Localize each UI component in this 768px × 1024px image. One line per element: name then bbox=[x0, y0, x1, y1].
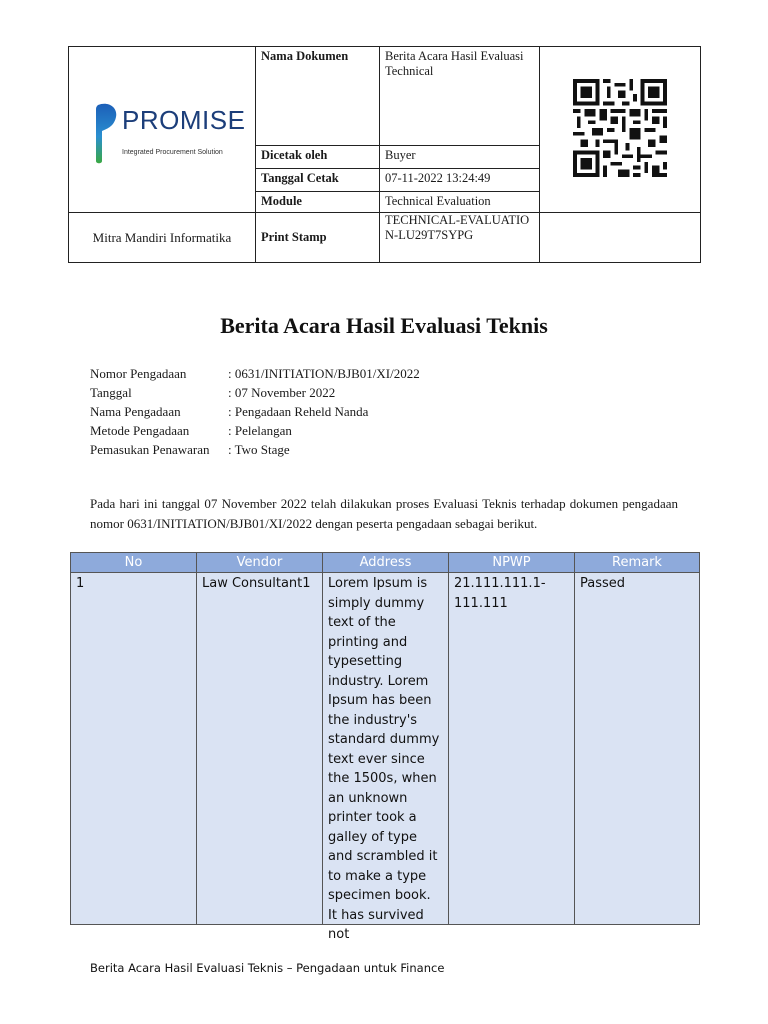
value-module: Technical Evaluation bbox=[380, 192, 540, 213]
meta-row-nomor bbox=[90, 364, 420, 383]
company-name: Mitra Mandiri Informatika bbox=[69, 213, 256, 263]
document-header-table bbox=[68, 46, 701, 263]
intro-paragraph: Pada hari ini tanggal 07 November 2022 telah dilakukan proses Evaluasi Teknis terhadap dokumen pengadaan nomor 0631/INITIATION/BJB01/XI/2022 dengan peserta pengadaan sebagai berikut. bbox=[90, 496, 678, 531]
cell-text: 21.111.111.1-111.111 bbox=[454, 576, 546, 611]
column-header: Remark bbox=[575, 553, 700, 573]
cell-npwp bbox=[449, 573, 575, 925]
page-footer: Berita Acara Hasil Evaluasi Teknis – Pengadaan untuk Finance bbox=[90, 961, 445, 975]
promise-logo-mark-icon bbox=[92, 101, 118, 165]
vendor-table-header bbox=[71, 553, 700, 573]
meta-key: Tanggal bbox=[90, 385, 132, 400]
value-nama-dokumen: Berita Acara Hasil Evaluasi Technical bbox=[380, 47, 540, 146]
meta-value: : Pengadaan Reheld Nanda bbox=[228, 404, 369, 419]
logo-cell bbox=[69, 47, 256, 213]
meta-value: : 0631/INITIATION/BJB01/XI/2022 bbox=[228, 366, 420, 381]
label-nama-dokumen: Nama Dokumen bbox=[256, 47, 380, 146]
meta-row-pemasukan bbox=[90, 440, 420, 459]
vendor-table bbox=[70, 552, 700, 942]
meta-value: : Two Stage bbox=[228, 442, 290, 457]
meta-key: Nama Pengadaan bbox=[90, 404, 181, 419]
meta-key: Nomor Pengadaan bbox=[90, 366, 187, 381]
cell-text: Passed bbox=[580, 576, 626, 591]
table-row bbox=[71, 573, 700, 925]
value-print-stamp: TECHNICAL-EVALUATION-LU29T7SYPG bbox=[380, 213, 540, 263]
empty-cell bbox=[540, 213, 701, 263]
logo-tagline: Integrated Procurement Solution bbox=[122, 148, 223, 156]
column-header: Address bbox=[323, 553, 449, 573]
meta-value: : Pelelangan bbox=[228, 423, 292, 438]
label-dicetak-oleh: Dicetak oleh bbox=[256, 146, 380, 169]
promise-logo bbox=[92, 95, 246, 165]
column-header: NPWP bbox=[449, 553, 575, 573]
label-module: Module bbox=[256, 192, 380, 213]
page-title: Berita Acara Hasil Evaluasi Teknis bbox=[220, 313, 548, 338]
meta-row-nama bbox=[90, 402, 420, 421]
logo-wordmark: PROMISE bbox=[122, 104, 246, 135]
procurement-meta bbox=[90, 364, 420, 459]
column-header: Vendor bbox=[197, 553, 323, 573]
meta-key: Pemasukan Penawaran bbox=[90, 442, 210, 457]
cell-no bbox=[71, 573, 197, 925]
label-print-stamp: Print Stamp bbox=[256, 213, 380, 263]
value-dicetak-oleh: Buyer bbox=[380, 146, 540, 169]
meta-row-tanggal bbox=[90, 383, 420, 402]
meta-value: : 07 November 2022 bbox=[228, 385, 336, 400]
cell-text: Law Consultant1 bbox=[202, 576, 311, 591]
cell-address bbox=[323, 573, 449, 942]
cell-text: 1 bbox=[76, 576, 85, 591]
column-header: No bbox=[71, 553, 197, 573]
meta-key: Metode Pengadaan bbox=[90, 423, 190, 438]
qr-cell bbox=[540, 47, 701, 213]
meta-row-metode bbox=[90, 421, 420, 440]
value-tanggal-cetak: 07-11-2022 13:24:49 bbox=[380, 169, 540, 192]
qr-code-icon bbox=[573, 79, 667, 177]
cell-text: Lorem Ipsum is simply dummy text of the printing and typesetting industry. Lorem Ipsum has been the industry's standard dummy text ever since the 1500s, when an unknown printer took a galley of type and scrambled it to make a type specimen book. It has survived not bbox=[328, 576, 440, 942]
label-tanggal-cetak: Tanggal Cetak bbox=[256, 169, 380, 192]
cell-remark bbox=[575, 573, 700, 925]
cell-vendor bbox=[197, 573, 323, 925]
